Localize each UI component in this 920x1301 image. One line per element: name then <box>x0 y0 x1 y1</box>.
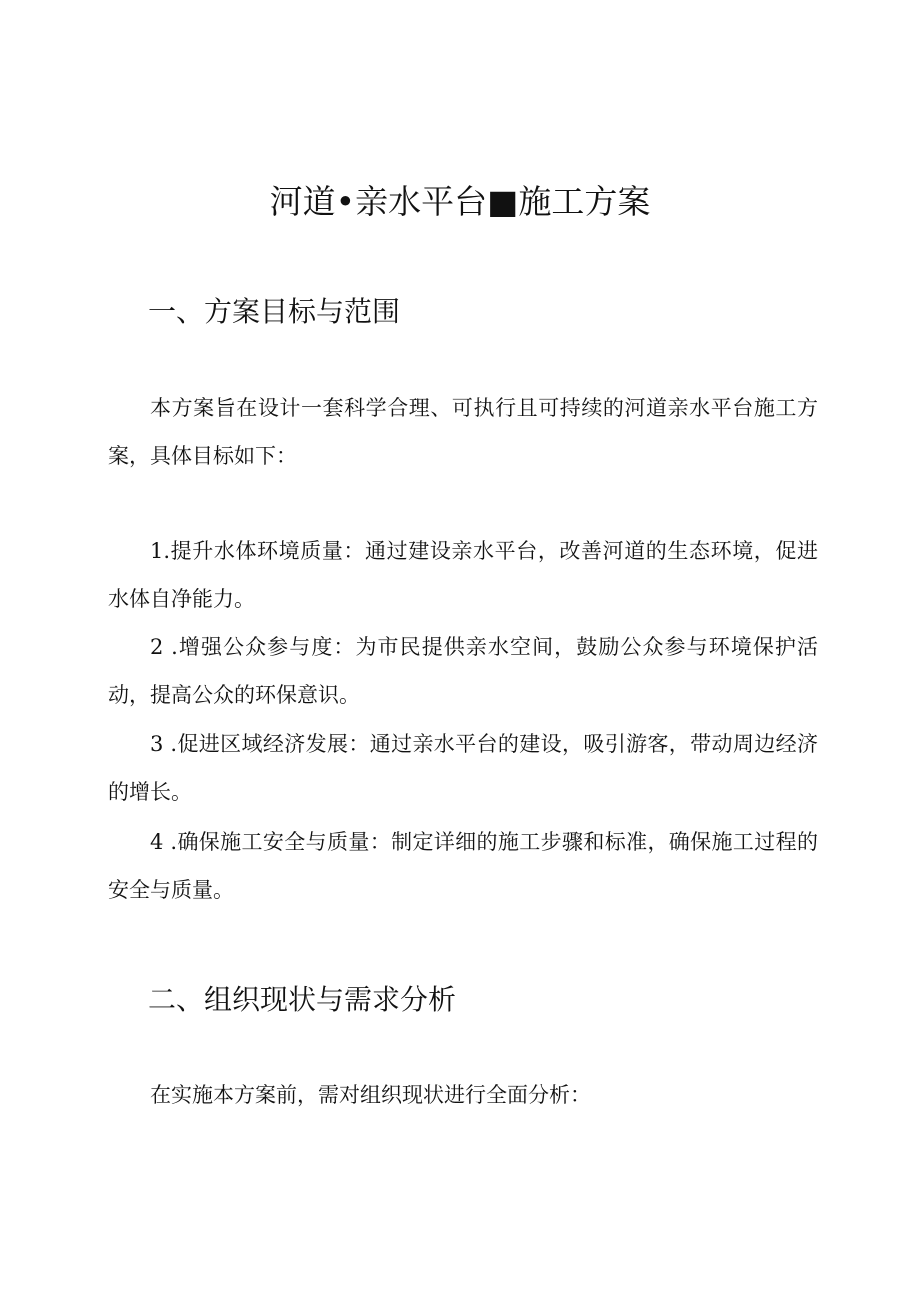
list-item-number: 1. <box>150 539 171 563</box>
section-heading-2: 二、组织现状与需求分析 <box>148 983 457 1016</box>
list-item-text: 增强公众参与度：为市民提供亲水空间，鼓励公众参与环境保护活动，提高公众的环保意识。 <box>108 635 818 707</box>
list-item-number: 3 . <box>150 732 178 756</box>
section-heading-1: 一、方案目标与范围 <box>148 295 401 328</box>
list-item <box>108 623 818 719</box>
list-item-text: 提升水体环境质量：通过建设亲水平台，改善河道的生态环境，促进水体自净能力。 <box>108 539 818 611</box>
list-item-number: 2 . <box>150 635 178 659</box>
section-2-intro: 在实施本方案前，需对组织现状进行全面分析： <box>150 1083 591 1107</box>
document-title: 河道•亲水平台■施工方案 <box>269 182 651 221</box>
list-item-text: 确保施工安全与质量：制定详细的施工步骤和标准，确保施工过程的安全与质量。 <box>108 830 818 902</box>
section-1-intro: 本方案旨在设计一套科学合理、可执行且可持续的河道亲水平台施工方案，具体目标如下： <box>108 396 818 468</box>
list-item-text: 促进区域经济发展：通过亲水平台的建设，吸引游客，带动周边经济的增长。 <box>108 732 818 804</box>
list-item <box>108 720 818 816</box>
list-item <box>108 527 818 623</box>
list-item-number: 4 . <box>150 830 178 854</box>
list-item <box>108 818 818 914</box>
